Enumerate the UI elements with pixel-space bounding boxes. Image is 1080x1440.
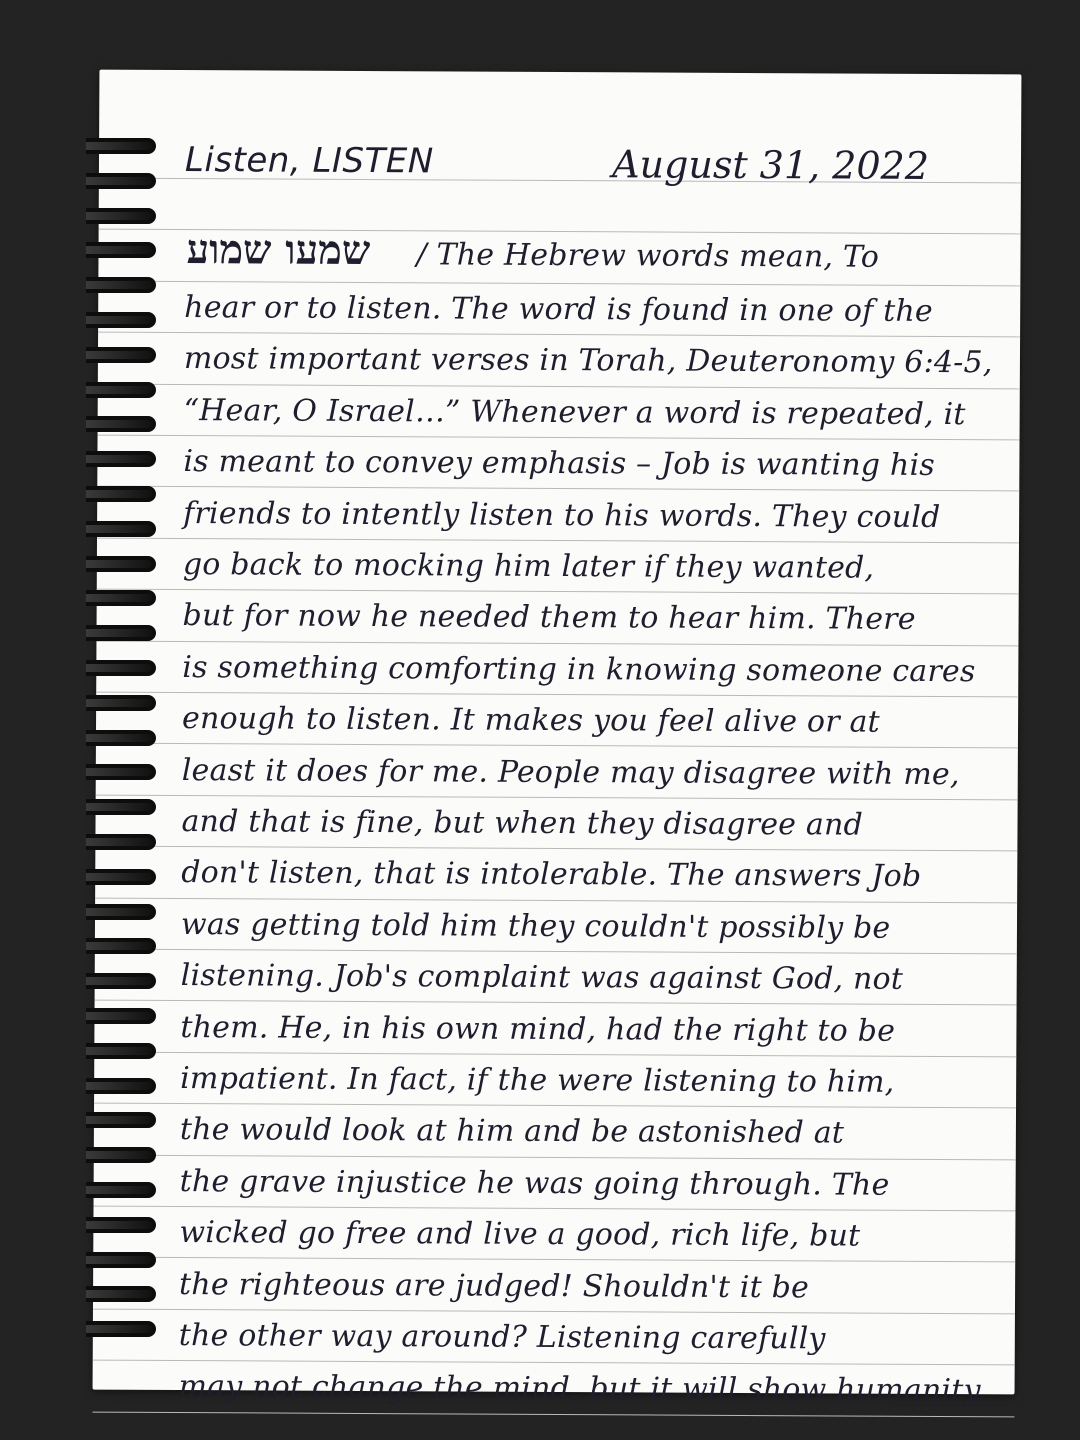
entry-line: friends to intently listen to his words. They could (183, 495, 941, 535)
entry-line: and that is fine, but when they disagree and (181, 804, 864, 843)
ruled-line (97, 537, 1019, 543)
entry-line: may not change the mind, but it will show humanity. (178, 1369, 987, 1409)
spiral-coil (86, 904, 156, 920)
ruled-line (98, 383, 1020, 389)
entry-line: them. He, in his own mind, had the right to be (180, 1009, 896, 1049)
spiral-coil (86, 451, 156, 467)
ruled-line (93, 1308, 1015, 1314)
ruled-line (95, 949, 1017, 955)
spiral-coil (86, 625, 156, 641)
header-row (185, 130, 985, 194)
spiral-coil (86, 347, 156, 363)
hebrew-line (184, 226, 1004, 286)
spiral-coil (86, 730, 156, 746)
entry-line: enough to listen. It makes you feel alive or at (181, 701, 880, 740)
spiral-coil (86, 1182, 156, 1198)
spiral-coil (86, 695, 156, 711)
entry-line: “Hear, O Israel…” Whenever a word is repeated, it (183, 392, 966, 432)
spiral-coil (86, 1078, 156, 1094)
spiral-coil (86, 1321, 156, 1337)
spiral-coil (86, 1252, 156, 1268)
ruled-line (94, 1051, 1016, 1057)
ruled-line (92, 1411, 1014, 1417)
ruled-line (95, 846, 1017, 852)
journal-entry (178, 130, 993, 1409)
spiral-coil (86, 416, 156, 432)
ruled-lines (99, 70, 1021, 75)
first-line-text: / The Hebrew words mean, To (416, 237, 880, 275)
spiral-coil (86, 486, 156, 502)
spiral-coil (86, 590, 156, 606)
ruled-line (93, 1257, 1015, 1263)
spiral-coil (86, 556, 156, 572)
spiral-coil (86, 521, 156, 537)
spiral-coil (86, 1008, 156, 1024)
entry-line: the other way around? Listening carefully (178, 1318, 826, 1357)
entry-line: listening. Job's complaint was against God, not (180, 958, 904, 998)
spiral-coil (86, 1217, 156, 1233)
spiral-coil (86, 764, 156, 780)
entry-line: the would look at him and be astonished at (179, 1112, 845, 1151)
entry-line: impatient. In fact, if the were listening to him, (180, 1061, 895, 1100)
spiral-coil (86, 242, 156, 258)
hebrew-words: שמעו שמוע (186, 226, 371, 275)
spiral-coil (86, 660, 156, 676)
ruled-line (97, 589, 1019, 595)
entry-line: wicked go free and live a good, rich life, but (179, 1215, 861, 1254)
ruled-line (96, 794, 1018, 800)
entry-line: is meant to convey emphasis – Job is wanting his (183, 444, 935, 484)
spiral-coil (86, 138, 156, 154)
spiral-coil (86, 938, 156, 954)
spiral-coil (86, 312, 156, 328)
spiral-coil (86, 973, 156, 989)
spiral-coil (86, 1286, 156, 1302)
entry-line: least it does for me. People may disagree with me, (181, 752, 960, 792)
entry-date: August 31, 2022 (612, 142, 930, 188)
ruled-line (98, 332, 1020, 338)
spiral-coil (86, 869, 156, 885)
spiral-coil (86, 1112, 156, 1128)
entry-title: Listen, LISTEN (184, 140, 434, 182)
entry-line: the grave injustice he was going through. The (179, 1163, 890, 1203)
spiral-coil (86, 834, 156, 850)
ruled-line (94, 1154, 1016, 1160)
ruled-line (94, 1206, 1016, 1212)
spiral-coil (86, 1147, 156, 1163)
entry-line: was getting told him they couldn't possibly be (180, 906, 891, 946)
ruled-line (96, 640, 1018, 646)
notebook-page (93, 70, 1022, 1409)
ruled-line (95, 1000, 1017, 1006)
ruled-line (96, 743, 1018, 749)
spiral-coil (86, 173, 156, 189)
spiral-coil (86, 799, 156, 815)
ruled-line (94, 1103, 1016, 1109)
spiral-coil (86, 382, 156, 398)
ruled-line (98, 435, 1020, 441)
entry-line: but for now he needed them to hear him. There (182, 598, 916, 638)
ruled-line (96, 692, 1018, 698)
spiral-coil (86, 277, 156, 293)
entry-line: go back to mocking him later if they wanted, (182, 547, 875, 586)
ruled-line (93, 1360, 1015, 1366)
spiral-coil (86, 1043, 156, 1059)
entry-line: is something comforting in knowing someone cares (182, 649, 976, 689)
ruled-line (95, 897, 1017, 903)
spiral-binding (66, 138, 126, 1358)
entry-line: don't listen, that is intolerable. The answers Job (181, 855, 922, 895)
entry-line: most important verses in Torah, Deuteronomy 6:4-5, (183, 341, 993, 381)
spiral-coil (86, 208, 156, 224)
entry-line: the righteous are judged! Shouldn't it be (179, 1266, 810, 1305)
entry-line: hear or to listen. The word is found in one of the (184, 290, 934, 329)
ruled-line (97, 486, 1019, 492)
